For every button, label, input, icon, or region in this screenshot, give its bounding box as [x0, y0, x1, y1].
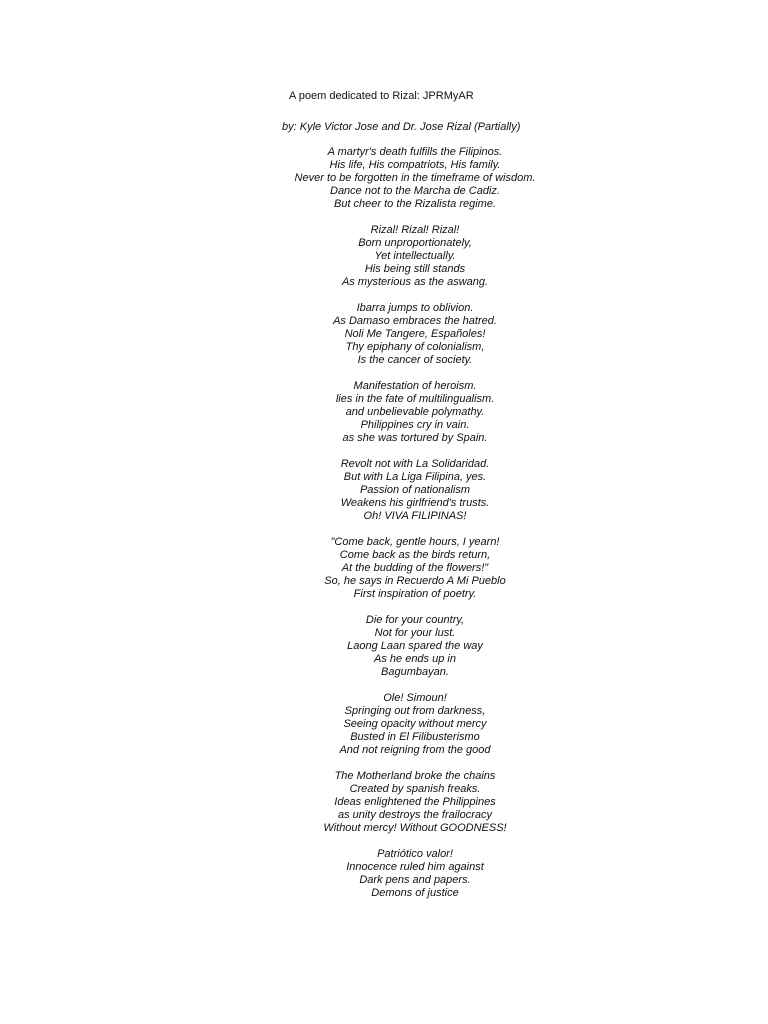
poem-stanza — [215, 146, 615, 211]
poem-line: Manifestation of heroism. — [353, 380, 477, 392]
poem-line: His being still stands — [364, 263, 466, 275]
poem-line: Revolt not with La Solidaridad. — [340, 458, 490, 470]
poem-line: But with La Liga Filipina, yes. — [343, 471, 487, 483]
poem-line: Weakens his girlfriend's trusts. — [340, 497, 490, 509]
poem-line: As mysterious as the aswang. — [341, 276, 489, 288]
poem-line: First inspiration of poetry. — [353, 588, 477, 600]
poem-line: Born unproportionately, — [358, 237, 472, 249]
poem-line: So, he says in Recuerdo A Mi Pueblo — [324, 575, 506, 587]
poem-stanza — [215, 302, 615, 367]
poem-line: His life, His compatriots, His family. — [329, 159, 501, 171]
poem-stanza — [215, 692, 615, 757]
poem-line: Patriótico valor! — [377, 848, 453, 860]
poem-line: Laong Laan spared the way — [347, 640, 483, 652]
poem-stanza — [215, 536, 615, 601]
poem-title: A poem dedicated to Rizal: JPRMyAR — [289, 90, 474, 102]
poem-line: Noli Me Tangere, Españoles! — [344, 328, 486, 340]
poem-line: As he ends up in — [374, 653, 456, 665]
poem-line: as she was tortured by Spain. — [342, 432, 488, 444]
poem-line: The Motherland broke the chains — [334, 770, 496, 782]
poem-line: Bagumbayan. — [381, 666, 449, 678]
poem-line: As Damaso embraces the hatred. — [333, 315, 497, 327]
poem-line: Innocence ruled him against — [346, 861, 484, 873]
poem-line: Dance not to the Marcha de Cadiz. — [330, 185, 500, 197]
poem-line: Ibarra jumps to oblivion. — [356, 302, 474, 314]
poem-line: But cheer to the Rizalista regime. — [333, 198, 497, 210]
poem-line: Rizal! Rizal! Rizal! — [370, 224, 460, 236]
poem-line: Ole! Simoun! — [383, 692, 447, 704]
poem-line: Created by spanish freaks. — [349, 783, 481, 795]
poem-line: Demons of justice — [371, 887, 459, 899]
poem-line: Passion of nationalism — [359, 484, 471, 496]
poem-stanza — [215, 770, 615, 835]
poem-body — [215, 146, 615, 913]
poem-stanza — [215, 458, 615, 523]
poem-line: At the budding of the flowers!" — [341, 562, 489, 574]
poem-line: Come back as the birds return, — [339, 549, 491, 561]
poem-line: A martyr's death fulfills the Filipinos. — [327, 146, 503, 158]
poem-line: Die for your country, — [365, 614, 465, 626]
poem-line: Thy epiphany of colonialism, — [345, 341, 485, 353]
poem-line: Without mercy! Without GOODNESS! — [323, 822, 507, 834]
poem-line: "Come back, gentle hours, I yearn! — [330, 536, 500, 548]
poem-line: Not for your lust. — [374, 627, 456, 639]
poem-line: Never to be forgotten in the timeframe of wisdom. — [294, 172, 536, 184]
poem-line: as unity destroys the frailocracy — [337, 809, 493, 821]
poem-byline: by: Kyle Victor Jose and Dr. Jose Rizal (Partially) — [282, 121, 521, 133]
poem-line: Oh! VIVA FILIPINAS! — [363, 510, 467, 522]
poem-line: Philippines cry in vain. — [360, 419, 470, 431]
poem-line: Busted in El Filibusterismo — [350, 731, 480, 743]
poem-stanza — [215, 848, 615, 900]
poem-line: and unbelievable polymathy. — [345, 406, 485, 418]
poem-line: Yet intellectually. — [374, 250, 456, 262]
poem-line: Dark pens and papers. — [359, 874, 471, 886]
poem-line: And not reigning from the good — [339, 744, 491, 756]
poem-stanza — [215, 614, 615, 679]
poem-line: Springing out from darkness, — [344, 705, 486, 717]
poem-line: Seeing opacity without mercy — [343, 718, 487, 730]
poem-line: lies in the fate of multilingualism. — [335, 393, 495, 405]
poem-stanza — [215, 380, 615, 445]
poem-stanza — [215, 224, 615, 289]
poem-line: Is the cancer of society. — [357, 354, 473, 366]
poem-line: Ideas enlightened the Philippines — [334, 796, 496, 808]
